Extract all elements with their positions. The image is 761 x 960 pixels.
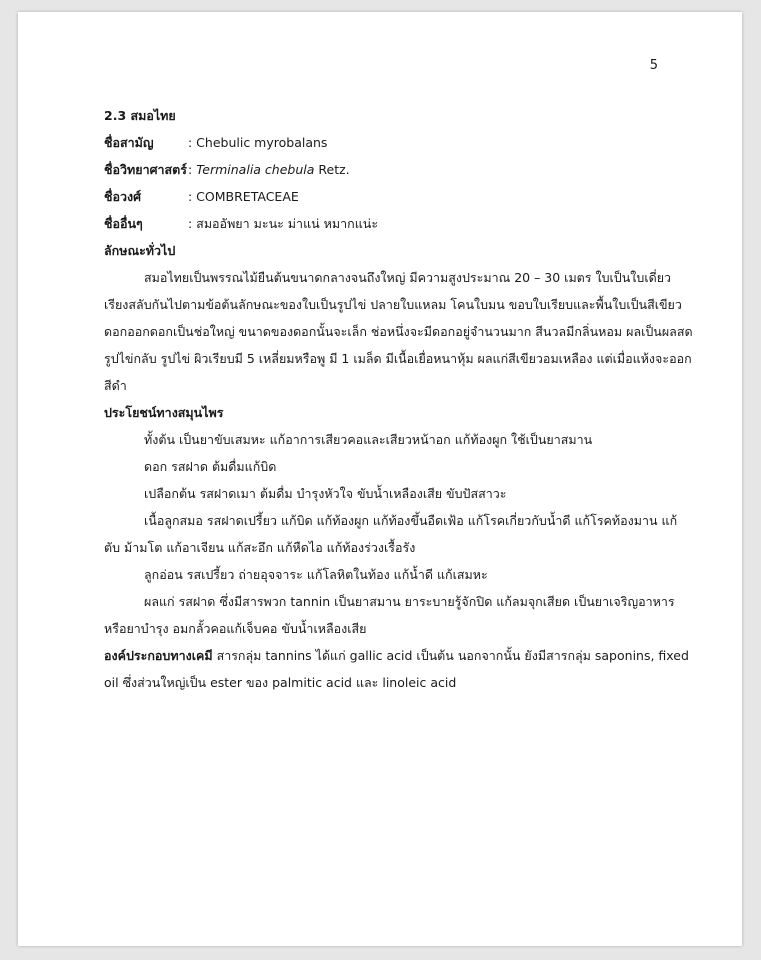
page-number: 5 xyxy=(649,58,658,73)
chemistry-heading: องค์ประกอบทางเคมี xyxy=(104,648,213,663)
family-row xyxy=(104,183,664,210)
benefit-item-young-fruit: ลูกอ่อน รสเปรี้ยว ถ่ายอุจจาระ แก้โลหิตในท้อง แก้น้ำดี แก้เสมหะ xyxy=(144,567,488,582)
general-line: รูปไข่กลับ รูปไข่ ผิวเรียบมี 5 เหลี่ยมหรือพู มี 1 เมล็ด มีเนื้อเยื่อหนาหุ้ม ผลแก่สีเขียวอมเหลือง แต่เมื่อแห้งจะออก xyxy=(104,351,692,366)
scientific-name-value xyxy=(188,156,350,183)
common-name-label: ชื่อสามัญ xyxy=(104,135,154,150)
scientific-name-suffix: Retz. xyxy=(314,162,350,177)
benefit-item-fruit-meat xyxy=(104,507,678,561)
common-name-value: : Chebulic myrobalans xyxy=(188,135,328,150)
general-paragraph xyxy=(104,264,693,399)
general-line: เรียงสลับกันไปตามข้อต้นลักษณะของใบเป็นรูปไข่ ปลายใบแหลม โคนใบมน ขอบใบเรียบและพื้นใบเป็นสีเขียว xyxy=(104,297,682,312)
benefit-item-bark: เปลือกต้น รสฝาดเมา ต้มดื่ม บำรุงหัวใจ ขับน้ำเหลืองเสีย ขับปัสสาวะ xyxy=(144,486,507,501)
other-names-value: : สมออัพยา มะนะ ม่าแน่ หมากแน่ะ xyxy=(188,216,379,231)
general-line: สีดำ xyxy=(104,378,127,393)
page-content xyxy=(104,102,693,696)
scientific-name-prefix: : xyxy=(188,162,197,177)
benefit-line: เนื้อลูกสมอ รสฝาดเปรี้ยว แก้บิด แก้ท้องผูก แก้ท้องขึ้นอืดเฟ้อ แก้โรคเกี่ยวกับน้ำดี แก้โรคท้องมาน แก้ xyxy=(144,513,678,528)
benefit-line: ผลแก่ รสฝาด ซึ่งมีสารพวก tannin เป็นยาสมาน ยาระบายรู้จักปิด แก้ลมจุกเสียด เป็นยาเจริญอาหาร xyxy=(144,594,675,609)
chemistry-paragraph xyxy=(104,642,689,669)
benefit-item-flower: ดอก รสฝาด ต้มดื่มแก้บิด xyxy=(144,459,277,474)
benefit-item-ripe-fruit xyxy=(104,588,675,642)
other-names-row xyxy=(104,210,664,237)
benefit-item-whole-plant: ทั้งต้น เป็นยาขับเสมหะ แก้อาการเสียวคอและเสียวหน้าอก แก้ท้องผูก ใช้เป็นยาสมาน xyxy=(144,432,593,447)
other-names-label: ชื่ออื่นๆ xyxy=(104,216,143,231)
general-line: สมอไทยเป็นพรรณไม้ยืนต้นขนาดกลางจนถึงใหญ่ มีความสูงประมาณ 20 – 30 เมตร ใบเป็นใบเดี่ยว xyxy=(144,270,672,285)
scientific-name-label: ชื่อวิทยาศาสตร์ xyxy=(104,162,188,177)
benefit-line: ตับ ม้ามโต แก้อาเจียน แก้สะอึก แก้หืดไอ แก้ท้องร่วงเรื้อรัง xyxy=(104,540,416,555)
family-value: : COMBRETACEAE xyxy=(188,189,299,204)
chemistry-text: สารกลุ่ม tannins ได้แก่ gallic acid เป็นต้น นอกจากนั้น ยังมีสารกลุ่ม saponins, fixed xyxy=(212,648,689,663)
section-title: 2.3 สมอไทย xyxy=(104,108,176,123)
document-page xyxy=(18,12,742,946)
benefits-heading: ประโยชน์ทางสมุนไพร xyxy=(104,405,224,420)
scientific-name-italic: Terminalia chebula xyxy=(196,162,315,177)
general-line: ดอกออกดอกเป็นช่อใหญ่ ขนาดของดอกนั้นจะเล็ก ช่อหนึ่งจะมีดอกอยู่จำนวนมาก สีนวลมีกลิ่นหอม ผลเป็นผลสด xyxy=(104,324,693,339)
family-label: ชื่อวงศ์ xyxy=(104,189,142,204)
scientific-name-row xyxy=(104,156,664,183)
common-name-row xyxy=(104,129,664,156)
general-heading: ลักษณะทั่วไป xyxy=(104,243,176,258)
chemistry-line: oil ซึ่งส่วนใหญ่เป็น ester ของ palmitic acid และ linoleic acid xyxy=(104,675,457,690)
benefit-line: หรือยาบำรุง อมกลั้วคอแก้เจ็บคอ ขับน้ำเหลืองเสีย xyxy=(104,621,367,636)
